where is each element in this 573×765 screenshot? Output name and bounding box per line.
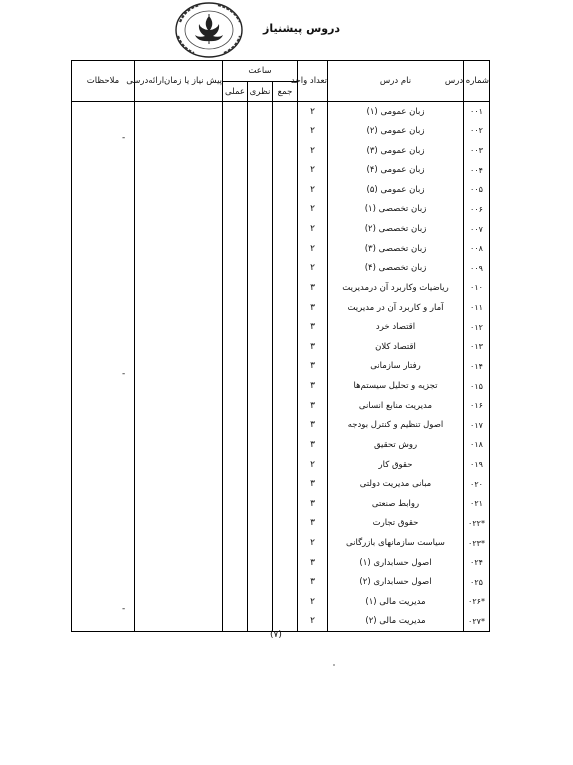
prerequisite-cell bbox=[135, 435, 223, 455]
prerequisite-cell bbox=[135, 573, 223, 593]
course-units: ۳ bbox=[298, 396, 328, 416]
notes-cell bbox=[72, 180, 135, 200]
hours-practical-cell bbox=[223, 278, 248, 298]
course-units: ۳ bbox=[298, 357, 328, 377]
course-name: اصول حسابداری (۲) bbox=[328, 573, 464, 593]
notes-cell bbox=[72, 102, 135, 122]
course-number: ۰۲۰ bbox=[464, 474, 490, 494]
table-row bbox=[72, 337, 490, 357]
course-name: زبان عمومی (۲) bbox=[328, 121, 464, 141]
hours-practical-cell bbox=[223, 317, 248, 337]
hours-theory-cell bbox=[248, 573, 273, 593]
notes-cell bbox=[72, 317, 135, 337]
hours-total-cell bbox=[273, 337, 298, 357]
table-row bbox=[72, 612, 490, 632]
hours-total-cell bbox=[273, 435, 298, 455]
course-units: ۲ bbox=[298, 533, 328, 553]
course-number: ۰۰۸ bbox=[464, 239, 490, 259]
course-name: زبان تخصصی (۳) bbox=[328, 239, 464, 259]
table-row bbox=[72, 317, 490, 337]
prerequisite-cell bbox=[135, 357, 223, 377]
hours-practical-cell bbox=[223, 160, 248, 180]
hours-total-cell bbox=[273, 160, 298, 180]
hours-total-cell bbox=[273, 612, 298, 632]
hours-theory-cell bbox=[248, 219, 273, 239]
page-title: دروس پیشنیاز bbox=[263, 22, 341, 35]
table-row bbox=[72, 396, 490, 416]
notes-mark: - bbox=[122, 133, 126, 143]
course-number: ۰۱۸ bbox=[464, 435, 490, 455]
hours-total-cell bbox=[273, 573, 298, 593]
notes-cell bbox=[72, 259, 135, 279]
course-name: مدیریت مالی (۲) bbox=[328, 612, 464, 632]
course-units: ۳ bbox=[298, 494, 328, 514]
prerequisite-cell bbox=[135, 102, 223, 122]
hours-theory-cell bbox=[248, 376, 273, 396]
hours-theory-cell bbox=[248, 416, 273, 436]
table-row bbox=[72, 592, 490, 612]
hours-total-cell bbox=[273, 102, 298, 122]
hours-theory-cell bbox=[248, 592, 273, 612]
hours-total-cell bbox=[273, 278, 298, 298]
hours-theory-cell bbox=[248, 357, 273, 377]
course-number: ۰۱۷ bbox=[464, 416, 490, 436]
prerequisite-cell bbox=[135, 219, 223, 239]
table-row bbox=[72, 298, 490, 318]
course-units: ۲ bbox=[298, 612, 328, 632]
course-name: زبان عمومی (۴) bbox=[328, 160, 464, 180]
hours-theory-cell bbox=[248, 494, 273, 514]
course-name: ریاضیات وکاربرد آن درمدیریت bbox=[328, 278, 464, 298]
course-units: ۳ bbox=[298, 298, 328, 318]
prerequisite-cell bbox=[135, 396, 223, 416]
course-number: *۰۲۳ bbox=[464, 533, 490, 553]
table-row bbox=[72, 180, 490, 200]
course-name: زبان تخصصی (۲) bbox=[328, 219, 464, 239]
notes-cell bbox=[72, 396, 135, 416]
prerequisite-cell bbox=[135, 376, 223, 396]
hours-theory-cell bbox=[248, 160, 273, 180]
notes-cell bbox=[72, 612, 135, 632]
hours-total-cell bbox=[273, 416, 298, 436]
course-units: ۲ bbox=[298, 592, 328, 612]
hours-practical-cell bbox=[223, 337, 248, 357]
notes-cell bbox=[72, 416, 135, 436]
hours-practical-cell bbox=[223, 357, 248, 377]
hours-practical-cell bbox=[223, 592, 248, 612]
notes-cell bbox=[72, 435, 135, 455]
hours-theory-cell bbox=[248, 337, 273, 357]
notes-mark: - bbox=[122, 604, 126, 614]
hours-practical-cell bbox=[223, 474, 248, 494]
prerequisite-cell bbox=[135, 494, 223, 514]
course-units: ۳ bbox=[298, 416, 328, 436]
course-name: تجزیه و تحلیل سیستم‌ها bbox=[328, 376, 464, 396]
course-units: ۲ bbox=[298, 239, 328, 259]
course-number: ۰۱۹ bbox=[464, 455, 490, 475]
table-row bbox=[72, 455, 490, 475]
hours-total-cell bbox=[273, 317, 298, 337]
hours-total-cell bbox=[273, 259, 298, 279]
course-name: مدیریت منابع انسانی bbox=[328, 396, 464, 416]
course-units: ۲ bbox=[298, 259, 328, 279]
course-units: ۲ bbox=[298, 121, 328, 141]
notes-cell bbox=[72, 278, 135, 298]
course-units: ۳ bbox=[298, 474, 328, 494]
hours-practical-cell bbox=[223, 514, 248, 534]
course-units: ۲ bbox=[298, 180, 328, 200]
hours-total-cell bbox=[273, 298, 298, 318]
course-name: زبان عمومی (۵) bbox=[328, 180, 464, 200]
course-number: ۰۰۵ bbox=[464, 180, 490, 200]
notes-cell bbox=[72, 533, 135, 553]
hours-practical-cell bbox=[223, 298, 248, 318]
notes-cell bbox=[72, 337, 135, 357]
table-row bbox=[72, 553, 490, 573]
course-name: حقوق تجارت bbox=[328, 514, 464, 534]
prerequisite-cell bbox=[135, 200, 223, 220]
courses-table bbox=[71, 60, 490, 632]
hours-total-cell bbox=[273, 141, 298, 161]
course-number: ۰۲۵ bbox=[464, 573, 490, 593]
course-number: ۰۲۱ bbox=[464, 494, 490, 514]
notes-cell bbox=[72, 494, 135, 514]
prerequisite-cell bbox=[135, 474, 223, 494]
official-seal-logo bbox=[170, 0, 248, 60]
notes-cell bbox=[72, 141, 135, 161]
notes-cell bbox=[72, 239, 135, 259]
hours-total-cell bbox=[273, 239, 298, 259]
table-row bbox=[72, 278, 490, 298]
notes-cell bbox=[72, 219, 135, 239]
hours-practical-cell bbox=[223, 141, 248, 161]
course-name: اصول تنظیم و کنترل بودجه bbox=[328, 416, 464, 436]
course-units: ۲ bbox=[298, 200, 328, 220]
hours-theory-cell bbox=[248, 553, 273, 573]
hours-total-cell bbox=[273, 533, 298, 553]
hours-total-cell bbox=[273, 592, 298, 612]
table-row bbox=[72, 102, 490, 122]
course-number: ۰۱۱ bbox=[464, 298, 490, 318]
hours-practical-cell bbox=[223, 121, 248, 141]
hours-theory-cell bbox=[248, 278, 273, 298]
course-name: مبانی مدیریت دولتی bbox=[328, 474, 464, 494]
table-row bbox=[72, 514, 490, 534]
hours-practical-cell bbox=[223, 259, 248, 279]
header-notes: ملاحظات bbox=[72, 61, 135, 102]
table-row bbox=[72, 200, 490, 220]
course-name: رفتار سازمانی bbox=[328, 357, 464, 377]
course-units: ۳ bbox=[298, 317, 328, 337]
prerequisite-cell bbox=[135, 317, 223, 337]
hours-theory-cell bbox=[248, 180, 273, 200]
table-row bbox=[72, 376, 490, 396]
course-units: ۲ bbox=[298, 141, 328, 161]
header-hours: ساعت bbox=[223, 61, 298, 82]
hours-theory-cell bbox=[248, 435, 273, 455]
course-units: ۲ bbox=[298, 455, 328, 475]
hours-total-cell bbox=[273, 200, 298, 220]
hours-total-cell bbox=[273, 396, 298, 416]
prerequisite-cell bbox=[135, 416, 223, 436]
prerequisite-cell bbox=[135, 278, 223, 298]
hours-theory-cell bbox=[248, 396, 273, 416]
hours-theory-cell bbox=[248, 141, 273, 161]
header-course-name: نام درس bbox=[328, 61, 464, 102]
prerequisite-cell bbox=[135, 592, 223, 612]
hours-theory-cell bbox=[248, 259, 273, 279]
course-name: روابط صنعتی bbox=[328, 494, 464, 514]
course-name: زبان عمومی (۱) bbox=[328, 102, 464, 122]
course-number: ۰۱۰ bbox=[464, 278, 490, 298]
table-row bbox=[72, 573, 490, 593]
table-row bbox=[72, 219, 490, 239]
table-row bbox=[72, 121, 490, 141]
prerequisite-cell bbox=[135, 455, 223, 475]
header-units: تعداد واحد bbox=[298, 61, 328, 102]
table-row bbox=[72, 494, 490, 514]
hours-theory-cell bbox=[248, 317, 273, 337]
table-row bbox=[72, 474, 490, 494]
speck-mark bbox=[333, 664, 335, 666]
hours-practical-cell bbox=[223, 416, 248, 436]
hours-theory-cell bbox=[248, 102, 273, 122]
notes-cell bbox=[72, 514, 135, 534]
course-number: ۰۰۹ bbox=[464, 259, 490, 279]
hours-theory-cell bbox=[248, 121, 273, 141]
hours-practical-cell bbox=[223, 435, 248, 455]
prerequisite-cell bbox=[135, 160, 223, 180]
hours-practical-cell bbox=[223, 219, 248, 239]
course-number: ۰۱۳ bbox=[464, 337, 490, 357]
course-units: ۳ bbox=[298, 435, 328, 455]
prerequisite-cell bbox=[135, 298, 223, 318]
table-row bbox=[72, 357, 490, 377]
hours-practical-cell bbox=[223, 573, 248, 593]
hours-total-cell bbox=[273, 376, 298, 396]
hours-total-cell bbox=[273, 121, 298, 141]
hours-theory-cell bbox=[248, 239, 273, 259]
notes-cell bbox=[72, 553, 135, 573]
course-number: ۰۰۲ bbox=[464, 121, 490, 141]
table-row bbox=[72, 533, 490, 553]
course-number: ۰۰۱ bbox=[464, 102, 490, 122]
course-name: اقتصاد کلان bbox=[328, 337, 464, 357]
hours-practical-cell bbox=[223, 239, 248, 259]
hours-total-cell bbox=[273, 219, 298, 239]
course-name: زبان تخصصی (۴) bbox=[328, 259, 464, 279]
notes-cell bbox=[72, 200, 135, 220]
course-name: آمار و کاربرد آن در مدیریت bbox=[328, 298, 464, 318]
hours-practical-cell bbox=[223, 612, 248, 632]
notes-cell bbox=[72, 455, 135, 475]
hours-practical-cell bbox=[223, 553, 248, 573]
notes-mark: - bbox=[122, 369, 126, 379]
hours-practical-cell bbox=[223, 102, 248, 122]
course-number: ۰۰۴ bbox=[464, 160, 490, 180]
course-number: ۰۰۳ bbox=[464, 141, 490, 161]
hours-theory-cell bbox=[248, 612, 273, 632]
course-units: ۳ bbox=[298, 376, 328, 396]
hours-total-cell bbox=[273, 180, 298, 200]
course-number: *۰۲۷ bbox=[464, 612, 490, 632]
course-name: حقوق کار bbox=[328, 455, 464, 475]
hours-practical-cell bbox=[223, 455, 248, 475]
notes-cell bbox=[72, 376, 135, 396]
course-name: مدیریت مالی (۱) bbox=[328, 592, 464, 612]
course-number: ۰۱۵ bbox=[464, 376, 490, 396]
prerequisite-cell bbox=[135, 141, 223, 161]
hours-total-cell bbox=[273, 494, 298, 514]
prerequisite-cell bbox=[135, 533, 223, 553]
notes-cell bbox=[72, 573, 135, 593]
hours-total-cell bbox=[273, 474, 298, 494]
course-units: ۲ bbox=[298, 160, 328, 180]
course-number: ۰۰۷ bbox=[464, 219, 490, 239]
hours-total-cell bbox=[273, 514, 298, 534]
course-number: *۰۲۶ bbox=[464, 592, 490, 612]
hours-practical-cell bbox=[223, 533, 248, 553]
hours-practical-cell bbox=[223, 376, 248, 396]
hours-theory-cell bbox=[248, 474, 273, 494]
course-name: اصول حسابداری (۱) bbox=[328, 553, 464, 573]
hours-theory-cell bbox=[248, 298, 273, 318]
table-row bbox=[72, 239, 490, 259]
course-rows bbox=[72, 102, 490, 632]
header-hours-theory: نظری bbox=[248, 82, 273, 102]
hours-theory-cell bbox=[248, 455, 273, 475]
hours-total-cell bbox=[273, 553, 298, 573]
header-prerequisite: پیش نیاز یا زمان‌ارائه‌درسی bbox=[135, 61, 223, 102]
hours-practical-cell bbox=[223, 494, 248, 514]
table-row bbox=[72, 141, 490, 161]
table-row bbox=[72, 416, 490, 436]
table-row bbox=[72, 259, 490, 279]
header-hours-practical: عملی bbox=[223, 82, 248, 102]
course-number: *۰۲۲ bbox=[464, 514, 490, 534]
course-number: ۰۱۶ bbox=[464, 396, 490, 416]
hours-theory-cell bbox=[248, 200, 273, 220]
course-units: ۳ bbox=[298, 514, 328, 534]
course-name: زبان عمومی (۳) bbox=[328, 141, 464, 161]
course-units: ۳ bbox=[298, 573, 328, 593]
page-number: (۷) bbox=[270, 630, 282, 640]
prerequisite-cell bbox=[135, 180, 223, 200]
header-course-number: شماره درس bbox=[464, 61, 490, 102]
course-name: زبان تخصصی (۱) bbox=[328, 200, 464, 220]
table-row bbox=[72, 435, 490, 455]
notes-cell bbox=[72, 298, 135, 318]
course-number: ۰۱۴ bbox=[464, 357, 490, 377]
hours-theory-cell bbox=[248, 514, 273, 534]
course-name: روش تحقیق bbox=[328, 435, 464, 455]
hours-practical-cell bbox=[223, 396, 248, 416]
hours-practical-cell bbox=[223, 180, 248, 200]
notes-cell bbox=[72, 474, 135, 494]
prerequisite-cell bbox=[135, 553, 223, 573]
hours-practical-cell bbox=[223, 200, 248, 220]
notes-cell bbox=[72, 160, 135, 180]
prerequisite-cell bbox=[135, 239, 223, 259]
course-units: ۳ bbox=[298, 337, 328, 357]
hours-theory-cell bbox=[248, 533, 273, 553]
prerequisite-cell bbox=[135, 259, 223, 279]
course-units: ۳ bbox=[298, 278, 328, 298]
prerequisite-cell bbox=[135, 612, 223, 632]
prerequisite-cell bbox=[135, 514, 223, 534]
course-number: ۰۰۶ bbox=[464, 200, 490, 220]
course-number: ۰۱۲ bbox=[464, 317, 490, 337]
course-units: ۳ bbox=[298, 553, 328, 573]
course-number: ۰۲۴ bbox=[464, 553, 490, 573]
prerequisite-cell bbox=[135, 121, 223, 141]
course-units: ۲ bbox=[298, 102, 328, 122]
course-units: ۲ bbox=[298, 219, 328, 239]
table-row bbox=[72, 160, 490, 180]
header-hours-total: جمع bbox=[273, 82, 298, 102]
hours-total-cell bbox=[273, 357, 298, 377]
hours-total-cell bbox=[273, 455, 298, 475]
course-name: اقتصاد خرد bbox=[328, 317, 464, 337]
course-name: سیاست سازمانهای بازرگانی bbox=[328, 533, 464, 553]
prerequisite-cell bbox=[135, 337, 223, 357]
